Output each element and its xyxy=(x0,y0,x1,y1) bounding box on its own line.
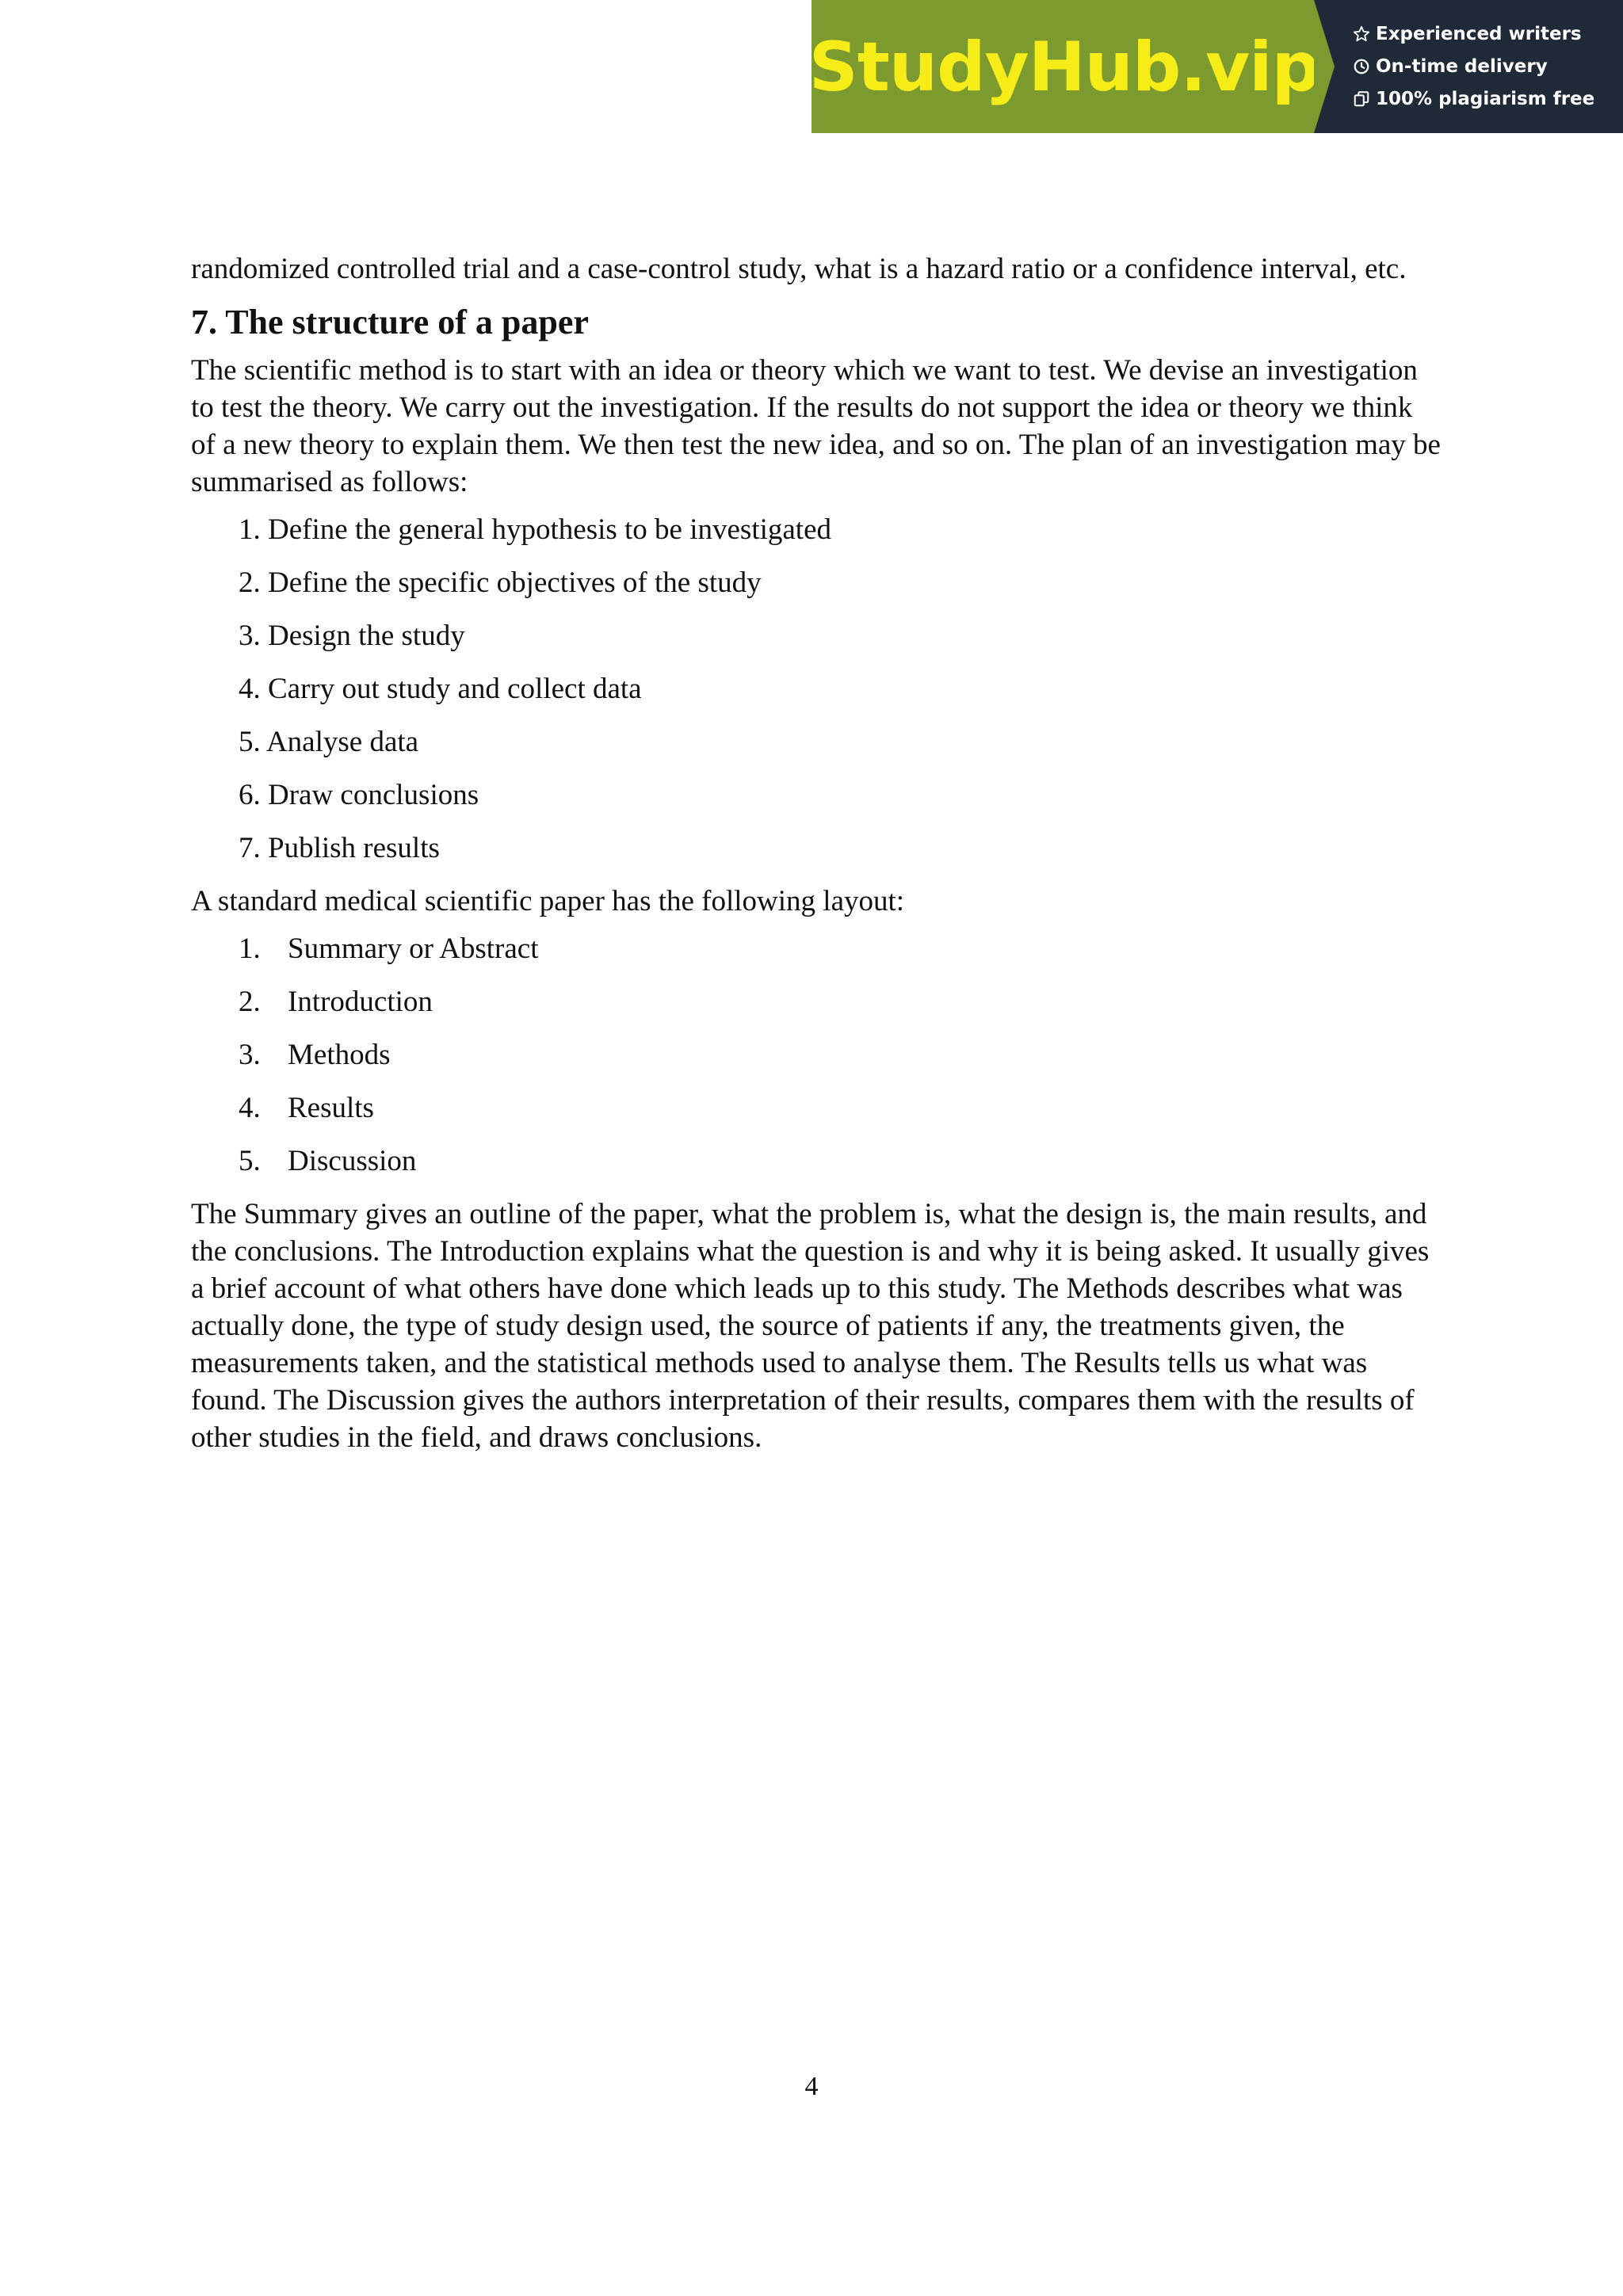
continued-paragraph: randomized controlled trial and a case-control study, what is a hazard ratio or a confidence interval, etc. xyxy=(191,253,1407,285)
list-item: 5. Analyse data xyxy=(239,726,419,758)
list-item: 2. Define the specific objectives of the study xyxy=(239,566,762,599)
banner-features xyxy=(1314,0,1623,133)
list-label: Introduction xyxy=(288,986,433,1018)
list-item xyxy=(191,1089,1443,1142)
list-item xyxy=(191,930,1443,983)
list-item: 3. Design the study xyxy=(239,620,465,652)
feature-plagiarism-free xyxy=(1352,83,1623,116)
list-label: Summary or Abstract xyxy=(288,933,539,965)
feature-experienced-writers xyxy=(1352,18,1623,51)
feature-label: 100% plagiarism free xyxy=(1376,89,1595,109)
investigation-steps-list xyxy=(191,511,1443,883)
list-item xyxy=(191,1142,1443,1196)
feature-label: Experienced writers xyxy=(1376,24,1582,44)
list-label: Methods xyxy=(288,1039,391,1071)
list-number: 2. xyxy=(239,986,261,1018)
list-item: 7. Publish results xyxy=(239,832,440,864)
intro-paragraph: The scientific method is to start with an idea or theory which we want to test. We devise an investigation to test the theory. We carry out the investigation. If the results do not support the idea or theory we think of a new theory to explain them. We then test the new idea, and so on. The plan of an investigation may be summarised as follows: xyxy=(191,354,1441,498)
list-item xyxy=(191,983,1443,1036)
copy-icon xyxy=(1352,90,1371,109)
list-item: 4. Carry out study and collect data xyxy=(239,673,642,705)
page-number: 4 xyxy=(804,2072,819,2101)
list-number: 4. xyxy=(239,1092,261,1124)
feature-on-time-delivery xyxy=(1352,51,1623,83)
list-number: 1. xyxy=(239,933,261,965)
feature-label: On-time delivery xyxy=(1376,56,1548,77)
star-icon xyxy=(1352,25,1371,44)
section-heading: 7. The structure of a paper xyxy=(191,303,589,341)
studyhub-banner[interactable] xyxy=(808,0,1623,133)
clock-icon xyxy=(1352,57,1371,76)
final-paragraph: The Summary gives an outline of the paper, what the problem is, what the design is, the main results, and the conclusions. The Introduction explains what the question is and why it is being asked. It usually gives a brief account of what others have done which leads up to this study. The Methods describes what was actually done, the type of study design used, the source of patients if any, the treatments given, the measurements taken, and the statistical methods used to analyse them. The Results tells us what was found. The Discussion gives the authors interpretation of their results, compares them with the results of other studies in the field, and draws conclusions. xyxy=(191,1198,1430,1454)
list-item: 1. Define the general hypothesis to be investigated xyxy=(239,513,832,546)
list-number: 3. xyxy=(239,1039,261,1071)
list-number: 5. xyxy=(239,1145,261,1177)
list-label: Results xyxy=(288,1092,374,1124)
list-item: 6. Draw conclusions xyxy=(239,779,479,811)
list-label: Discussion xyxy=(288,1145,417,1177)
studyhub-logo[interactable] xyxy=(808,0,1320,133)
paper-layout-list xyxy=(191,930,1443,1196)
logo-text: StudyHub.vip xyxy=(808,28,1320,107)
document-body xyxy=(191,250,1443,1456)
layout-intro: A standard medical scientific paper has the following layout: xyxy=(191,885,905,917)
list-item xyxy=(191,1036,1443,1089)
